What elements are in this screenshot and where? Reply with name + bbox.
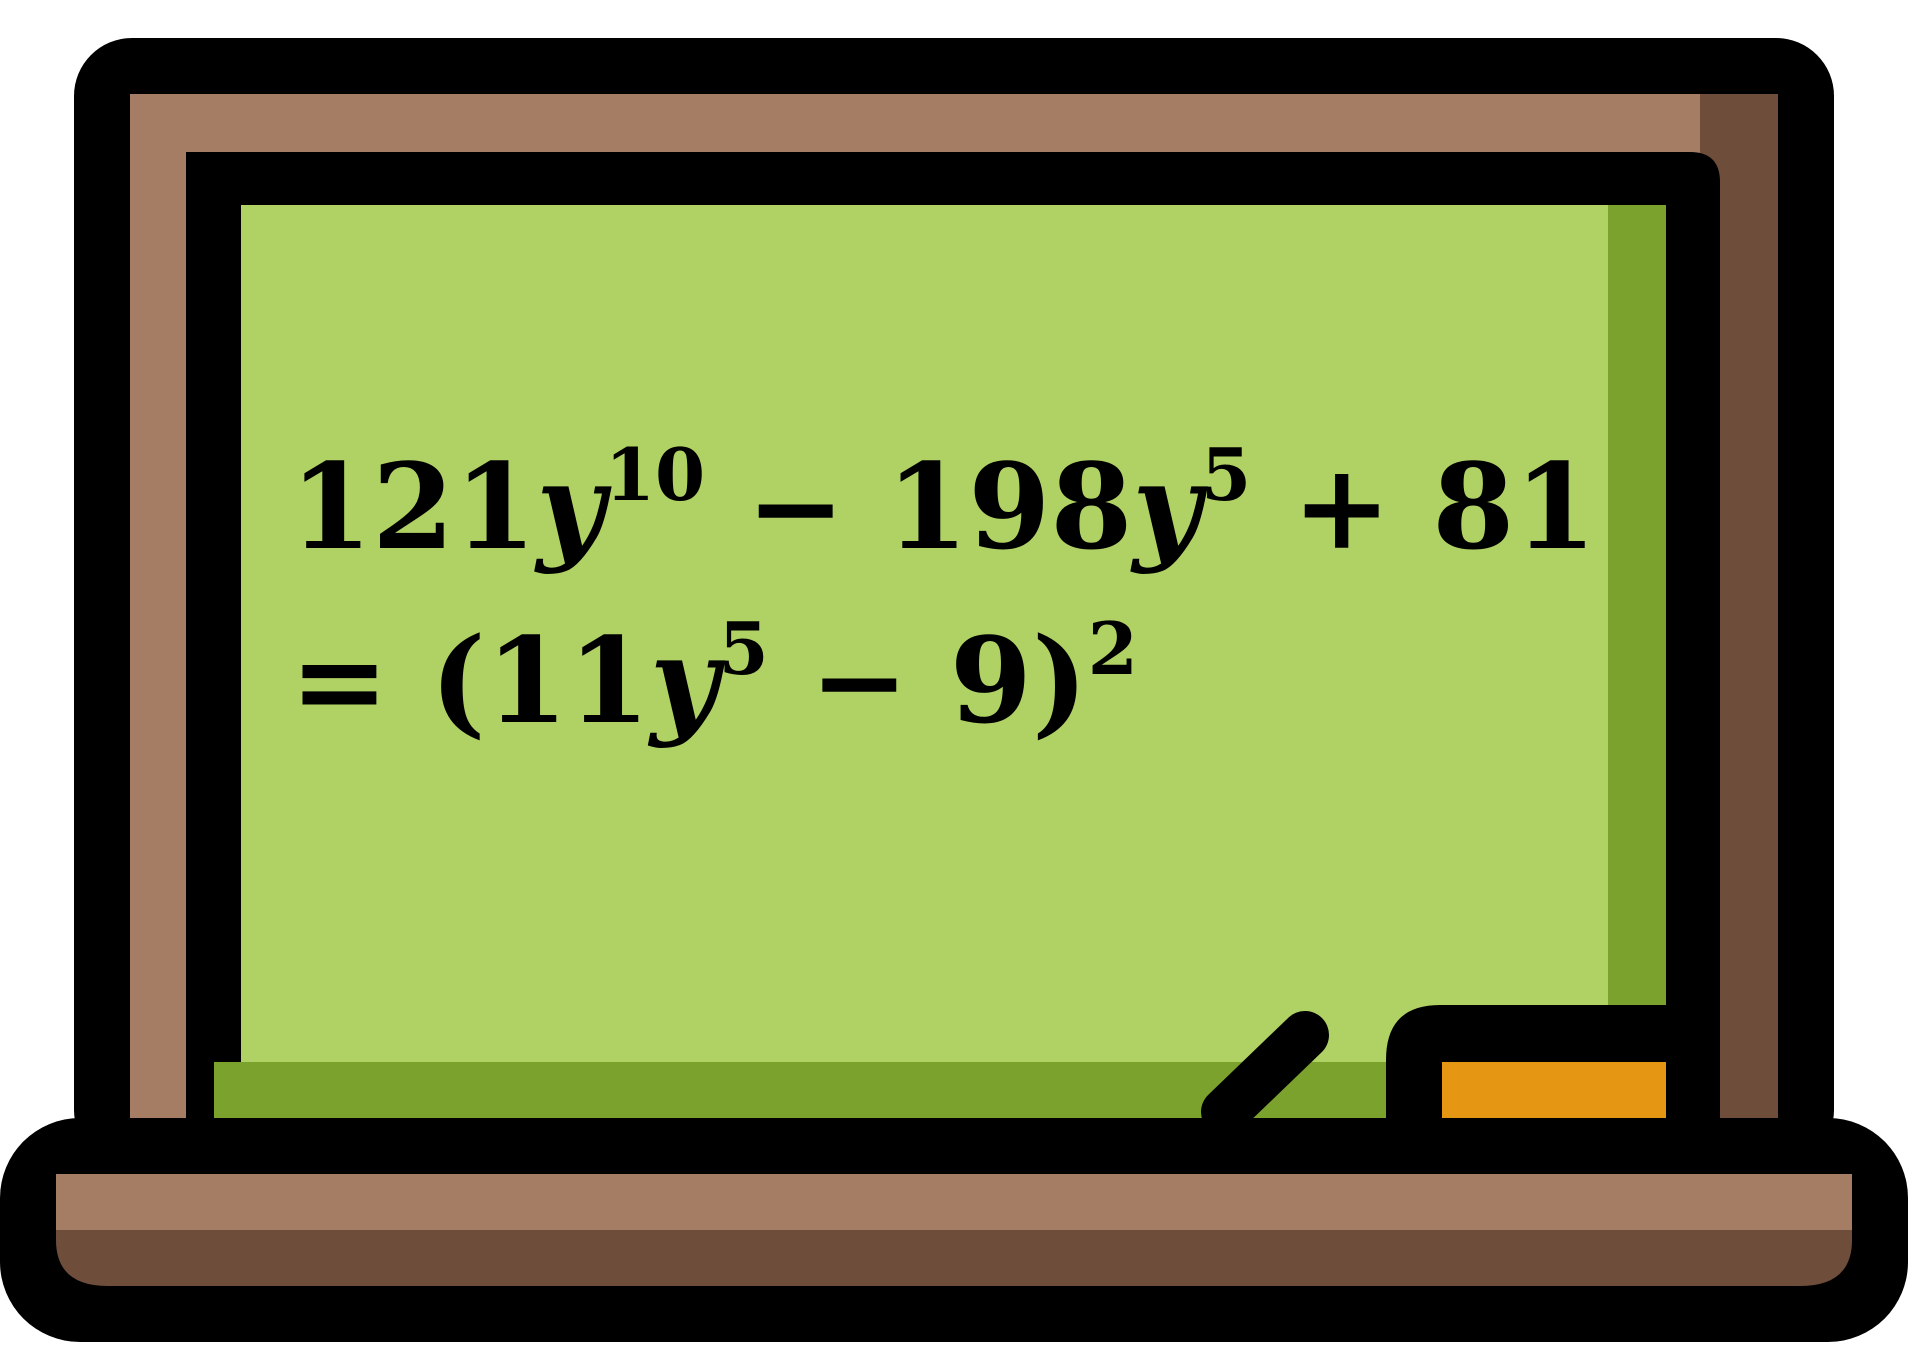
chalk-tray-top [56, 1174, 1852, 1232]
close-paren: ) [1031, 611, 1088, 750]
board-left-edge [186, 152, 241, 1032]
constant: 9 [949, 611, 1032, 750]
equation-line-1 [290, 431, 1597, 576]
exponent: 5 [1201, 431, 1252, 517]
operator: + [1292, 437, 1392, 576]
coefficient: 121 [290, 437, 537, 576]
operator: − [746, 437, 846, 576]
variable: y [536, 437, 605, 576]
board-shadow-right [1608, 205, 1666, 1120]
exponent: 10 [604, 431, 706, 517]
chalk-tray-front [56, 1230, 1852, 1286]
variable: y [650, 611, 719, 750]
coefficient: 198 [886, 437, 1133, 576]
equals-sign: = [290, 611, 389, 750]
exponent: 5 [718, 605, 769, 691]
operator: − [809, 611, 909, 750]
outer-exponent: 2 [1087, 605, 1138, 691]
open-paren: ( [429, 611, 486, 750]
coefficient: 11 [485, 611, 651, 750]
variable: y [1132, 437, 1202, 576]
constant: 81 [1432, 437, 1597, 576]
equation-line-2 [290, 605, 1138, 750]
eraser-felt [1442, 1062, 1666, 1120]
